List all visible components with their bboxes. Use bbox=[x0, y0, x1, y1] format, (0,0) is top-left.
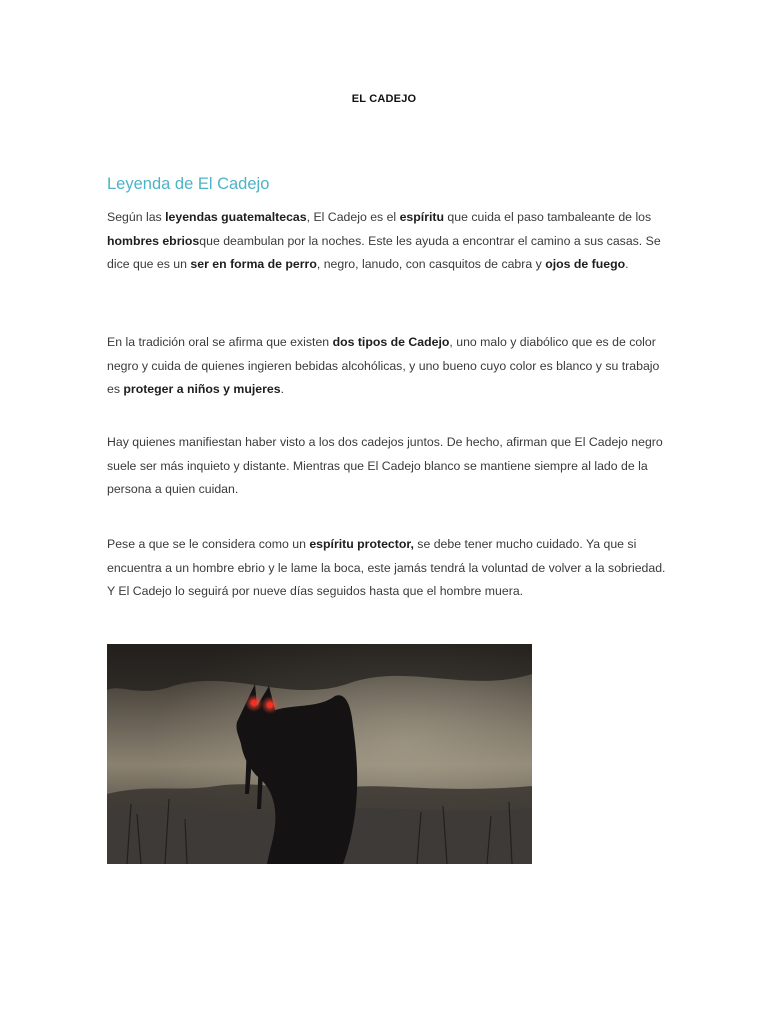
bold-text: espíritu protector, bbox=[309, 537, 414, 551]
cadejo-illustration bbox=[107, 644, 532, 864]
text-run: . bbox=[280, 382, 285, 396]
text-run: , El Cadejo es el bbox=[306, 210, 400, 224]
bold-text: ojos de fuego bbox=[545, 257, 626, 271]
text-run: Hay quienes manifiestan haber visto a los dos cadejos juntos. De hecho, afirman que El Cadejo negro suele ser más inquieto y distante. Mientras que El Cadejo blanco se mantiene siempre al lado de la persona a quien cuidan. bbox=[107, 435, 663, 496]
text-run: que cuida el paso tambaleante de los bbox=[444, 210, 652, 224]
bold-text: ser en forma de perro bbox=[190, 257, 317, 271]
text-run: se debe tener mucho cuidado. Ya que si encuentra a un hombre ebrio y le lame la boca, este jamás tendrá la voluntad de volver a la sobriedad. Y El Cadejo lo seguirá por nueve días seguidos hasta que el hombre muera. bbox=[107, 537, 666, 598]
text-run: , uno malo y diabólico que es de color negro y cuida de quienes ingieren bebidas alcohólicas, y uno bueno cuyo color es blanco y su trabajo es bbox=[107, 335, 660, 396]
paragraph-4 bbox=[107, 533, 667, 604]
text-run: En la tradición oral se afirma que existen bbox=[107, 335, 333, 349]
text-run: . bbox=[625, 257, 629, 271]
paragraph-1 bbox=[107, 206, 667, 277]
text-run: Pese a que se le considera como un bbox=[107, 537, 310, 551]
bold-text: leyendas guatemaltecas bbox=[165, 210, 307, 224]
bold-text: dos tipos de Cadejo bbox=[332, 335, 450, 349]
bold-text: proteger a niños y mujeres bbox=[123, 382, 281, 396]
bold-text: hombres ebrios bbox=[107, 233, 200, 248]
section-heading: Leyenda de El Cadejo bbox=[107, 175, 270, 193]
paragraph-3 bbox=[107, 431, 667, 502]
eye-left bbox=[251, 700, 257, 706]
text-run: , negro, lanudo, con casquitos de cabra y bbox=[316, 257, 546, 271]
text-run: que deambulan por la noches. Este les ayuda a encontrar el camino a sus casas. Se dice que es un bbox=[107, 233, 661, 271]
eye-right bbox=[267, 702, 273, 708]
text-run: Según las bbox=[107, 210, 166, 224]
bold-text: espíritu bbox=[399, 210, 445, 224]
paragraph-2 bbox=[107, 331, 667, 402]
document-title: EL CADEJO bbox=[351, 93, 417, 105]
